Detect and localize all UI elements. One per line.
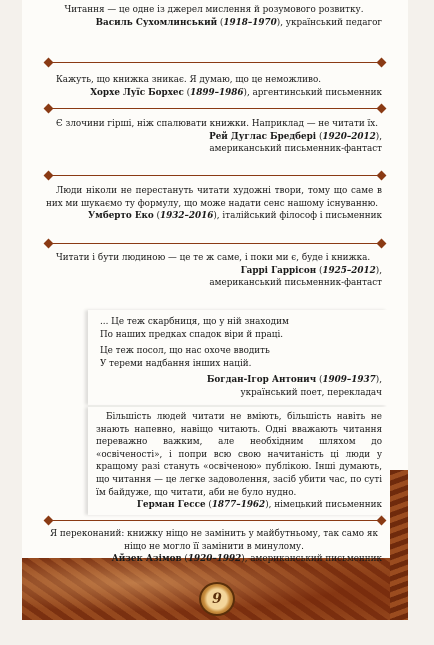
quote-role: ,	[379, 131, 382, 142]
quote-author: Гаррі Гаррісон	[240, 265, 317, 276]
divider	[48, 108, 382, 109]
quote-text: Читання — це одне із джерел мислення й розумового розвитку.	[64, 5, 364, 15]
quote-2	[46, 74, 382, 99]
quote-role: , український педагог	[280, 17, 382, 28]
quote-text: Люди ніколи не перестануть читати художні твори, тому що саме в них ми шукаємо ту формулу, що може надати сенс нашому існуванню.	[46, 186, 382, 209]
quote-years: 1920–2012	[322, 131, 376, 142]
quote-years: 1899–1986	[190, 87, 244, 98]
quote-role-line: американський письменник-фантаст	[209, 278, 382, 289]
quote-role: , американський письменник	[244, 554, 382, 565]
quote-6	[100, 316, 382, 400]
quote-attribution: Богдан-Ігор Антонич (1909–1937),	[206, 375, 382, 386]
divider	[48, 520, 382, 521]
quote-text: Кажуть, що книжка зникає. Я думаю, що це неможливо.	[56, 75, 322, 85]
quote-text: Я переконаний: книжку ніщо не замінить у майбутньому, так само як ніщо не могло її замінити в минулому.	[50, 529, 378, 552]
quote-years: 1920–1992	[187, 554, 242, 565]
quote-role-line: український поет, перекладач	[240, 387, 382, 398]
quote-years: 1932–2016	[159, 211, 214, 222]
quote-attribution: Василь Сухомлинський (1918–1970), український педагог	[95, 17, 382, 28]
page-number: 9	[199, 582, 235, 616]
quote-years: 1918–1970	[223, 17, 277, 28]
quote-attribution: Рей Дуглас Бредбері (1920–2012),	[209, 131, 382, 142]
decorative-side-image	[390, 470, 408, 620]
quote-attribution: Хорхе Луїс Борхес (1899–1986), аргентинський письменник	[90, 87, 382, 98]
quote-8	[46, 528, 382, 566]
quote-text: Більшість людей читати не вміють, більшість навіть не знають напевно, навіщо читають. Одні вважають читання переважно важким, але необхідним шляхом до «освіченості», і попри всю свою начитаність ці люди у кращому разі стануть «освіченою» публікою. Інші думають, що читання — це легке задоволення, засіб убити час, по суті їм байдуже, що читати, аби не було нудно.	[96, 412, 383, 498]
poem-line: Це теж посол, що нас охоче вводить	[100, 346, 270, 357]
quote-attribution: Умберто Еко (1932–2016), італійський філософ і письменник	[88, 211, 382, 222]
divider	[48, 243, 382, 244]
quote-role: , аргентинський письменник	[246, 87, 382, 98]
quote-4	[46, 185, 382, 223]
quote-author: Богдан-Ігор Антонич	[206, 375, 317, 386]
quote-years: 1909–1937	[322, 375, 376, 386]
poem-line: По наших предках спадок віри й праці.	[100, 329, 284, 340]
divider	[48, 175, 382, 176]
poem-line: ... Це теж скарбниця, що у ній знаходим	[100, 317, 289, 327]
quote-attribution: Айзек Азімов (1920–1992), американський письменник	[111, 554, 382, 565]
quote-role: ,	[379, 265, 382, 276]
quote-attribution: Гаррі Гаррісон (1925–2012),	[240, 265, 382, 276]
quote-attribution: Герман Гессе (1877–1962), німецький письменник	[136, 500, 382, 511]
quote-text: Читати і бути людиною — це те ж саме, і поки ми є, буде і книжка.	[56, 253, 371, 263]
quote-5	[46, 252, 382, 290]
quote-years: 1925–2012	[322, 265, 376, 276]
quote-author: Умберто Еко	[88, 211, 154, 222]
quote-author: Хорхе Луїс Борхес	[90, 87, 184, 98]
quote-role: , італійський філософ і письменник	[216, 211, 382, 222]
quote-author: Василь Сухомлинський	[95, 17, 218, 28]
quote-text: Є злочини гірші, ніж спалювати книжки. Наприклад — не читати їх.	[56, 119, 379, 129]
quote-years: 1877–1962	[211, 500, 266, 511]
quote-role-line: американський письменник-фантаст	[209, 144, 382, 155]
divider	[48, 62, 382, 63]
quote-author: Герман Гессе	[136, 500, 206, 511]
quote-author: Рей Дуглас Бредбері	[209, 131, 317, 142]
quote-1	[46, 4, 382, 29]
quote-role: , німецький письменник	[268, 500, 382, 511]
quote-3	[46, 118, 382, 156]
quote-7	[96, 411, 382, 512]
quote-author: Айзек Азімов	[111, 554, 182, 565]
poem-line: У тереми надбання інших націй.	[100, 358, 252, 369]
quote-role: ,	[379, 375, 382, 386]
